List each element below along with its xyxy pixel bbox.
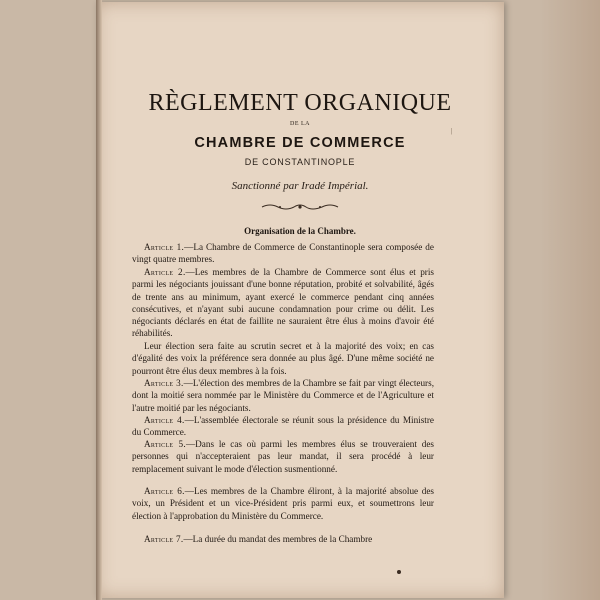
sanction-line: Sanctionné par Iradé Impérial.: [231, 180, 369, 192]
article-text: —Les membres de la Chambre éliront, à la majorité absolue des voix, un Président et un vice-Président pris parmi eux, et soumettrons leur élection à l'approbation du Ministère du Commerce.: [132, 486, 434, 521]
article-label: Article 2.: [144, 267, 186, 277]
article-3: [132, 377, 434, 414]
page-edge-stain: [540, 0, 600, 600]
title-connector: DE LA: [290, 121, 310, 127]
article-label: Article 3.: [144, 378, 184, 388]
article-text: —L'élection des membres de la Chambre se fait par vingt électeurs, dont la moitié sera nommée par le Ministère du Commerce et de l'Agriculture et l'autre moitié par les négociants.: [132, 378, 434, 413]
article-text: —Dans le cas où parmi les membres élus se trouveraient des personnes qui n'accepteraient pas leur mandat, il sera procédé à leur remplacement suivant le mode d'élection susmentionné.: [132, 439, 434, 474]
article-label: Article 1.: [144, 242, 185, 252]
document-subtitle: CHAMBRE DE COMMERCE: [194, 135, 406, 151]
article-label: Article 7.: [144, 534, 184, 544]
article-2: [132, 266, 434, 340]
article-text: —Les membres de la Chambre de Commerce sont élus et pris parmi les négociants jouissant d'une bonne réputation, probité et solvabilité, âgés de trente ans au minimum, ayant exercé le commerce pendant cinq années consécutives, et n'ayant subi aucune condamnation pour crime ou délit. Les négociants déclarés en état de faillite ne sauraient être élus à moins d'avoir été réhabilités.: [132, 267, 434, 339]
article-text: —La durée du mandat des membres de la Chambre: [183, 534, 373, 544]
article-text: —La Chambre de Commerce de Constantinople sera composée de vingt quatre membres.: [132, 242, 434, 265]
section-heading: Organisation de la Chambre.: [244, 226, 356, 236]
document-title: RÈGLEMENT ORGANIQUE: [148, 90, 452, 116]
article-2-continued: [132, 340, 434, 377]
article-1: [132, 241, 434, 266]
article-text: Leur élection sera faite au scrutin secret et à la majorité des voix; en cas d'égalité des voix la préférence sera donnée au plus âgé. D'une même société ne pourront être élus deux membres à la fois.: [132, 341, 434, 376]
article-label: Article 5.: [144, 439, 186, 449]
article-label: Article 6.: [144, 486, 185, 496]
margin-mark: |: [451, 127, 453, 135]
article-7: [132, 533, 434, 545]
ornament-divider-icon: [260, 202, 340, 212]
article-5: [132, 438, 434, 475]
article-label: Article 4.: [144, 415, 185, 425]
article-4: [132, 414, 434, 439]
article-6: [132, 485, 434, 522]
article-text: —L'assemblée électorale se réunit sous la présidence du Ministre du Commerce.: [132, 415, 434, 438]
ink-dot: [397, 570, 401, 574]
document-location: DE CONSTANTINOPLE: [244, 157, 356, 167]
